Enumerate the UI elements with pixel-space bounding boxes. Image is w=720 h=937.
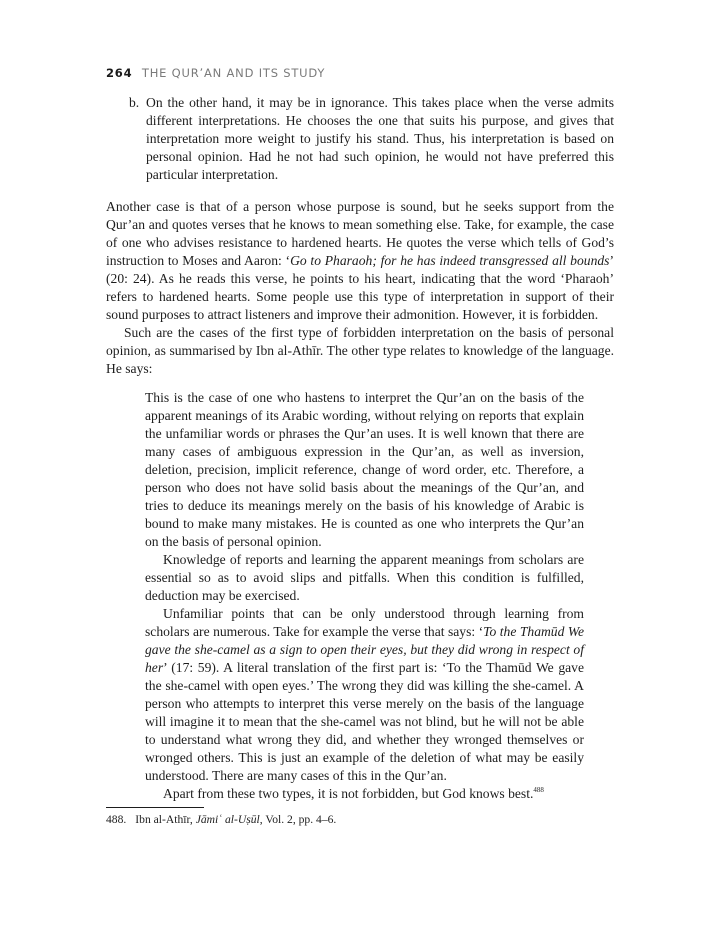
paragraph-1-text-cont: ’ (20: 24). As he reads this verse, he points to his heart, indicating that the word ‘Pharaoh’ refers to hardened hearts. Some people use this type of interpretation in support of their sound purposes to attract listeners and improve their admonition. However, it is forbidden. — [106, 253, 614, 322]
running-head — [106, 66, 325, 80]
page-number: 264 — [106, 66, 133, 80]
footnote-rest: , Vol. 2, pp. 4–6. — [259, 813, 337, 826]
block-quote-para-3 — [145, 605, 584, 785]
footnote-title: Jāmiʿ al-Uṣūl — [195, 813, 260, 826]
paragraph-2: Such are the cases of the first type of forbidden interpretation on the basis of personal opinion, as summarised by Ibn al-Athīr. The other type relates to knowledge of the language. He says: — [106, 325, 614, 376]
paragraph-1 — [106, 198, 614, 324]
quran-quote-thamud: To the Thamūd We gave the she-camel as a sign to open their eyes, but they did wrong in respect of her — [145, 624, 584, 675]
paragraph-1-text: Another case is that of a person whose purpose is sound, but he seeks support from the Qur’an and quotes verses that he knows to mean something else. Take, for example, the case of one who advises resistance to hardened hearts. He quotes the verse which tells of God’s instruction to Moses and Aaron: ‘ — [106, 199, 614, 268]
main-text — [106, 198, 614, 378]
block-quote-para-4 — [145, 785, 584, 803]
block-quote-para-1: This is the case of one who hastens to interpret the Qur’an on the basis of the apparent meanings of its Arabic wording, without relying on reports that explain the unfamiliar words or phrases the Qur’an uses. It is well known that there are many cases of ambiguous expression in the Qur’an, as well as inversion, deletion, precision, implicit reference, change of word order, etc. Therefore, a person who does not have solid basis about the meanings of the Qur’an, and tries to deduce its meanings merely on the basis of his knowledge of Arabic is bound to make many mistakes. He is counted as one who interprets the Qur’an on the basis of personal opinion. — [145, 390, 584, 549]
list-item-text: On the other hand, it may be in ignorance. This takes place when the verse admits different interpretations. He chooses the one that suits his purpose, and gives that interpretation more weight to justify his stand. Thus, his interpretation is based on personal opinion. Had he not had such opinion, he would not have preferred this particular interpretation. — [146, 95, 614, 182]
block-quote-para-2: Knowledge of reports and learning the apparent meanings from scholars are essential so as to avoid slips and pitfalls. When this condition is fulfilled, deduction may be exercised. — [145, 552, 584, 603]
footnote-divider — [106, 807, 204, 808]
block-quote-para-3-cont: ’ (17: 59). A literal translation of the first part is: ‘To the Thamūd We gave the she-camel with open eyes.’ The wrong they did was killing the she-camel. A person who attempts to interpret this verse merely on the basis of the language will imagine it to mean that the she-camel was not blind, but he will not be able to understand what wrong they did, and whether they wronged themselves or wronged others. This is just an example of the deletion of what may be easily understood. There are many cases of this in the Qur’an. — [145, 660, 584, 783]
footnote-number: 488. — [106, 813, 127, 826]
running-title: THE QURʼAN AND ITS STUDY — [141, 66, 326, 80]
footnote — [106, 812, 336, 827]
quran-quote-pharaoh: Go to Pharaoh; for he has indeed transgressed all bounds — [290, 253, 610, 268]
block-quote-para-4-text: Apart from these two types, it is not forbidden, but God knows best. — [163, 786, 534, 801]
block-quote — [145, 389, 584, 803]
list-item-b — [129, 94, 614, 184]
list-marker: b. — [129, 95, 140, 110]
footnote-author: Ibn al-Athīr, — [135, 813, 196, 826]
footnote-reference[interactable]: 488 — [533, 786, 544, 794]
block-quote-para-3-text: Unfamiliar points that can be only understood through learning from scholars are numerous. Take for example the verse that says: ‘ — [145, 606, 584, 639]
